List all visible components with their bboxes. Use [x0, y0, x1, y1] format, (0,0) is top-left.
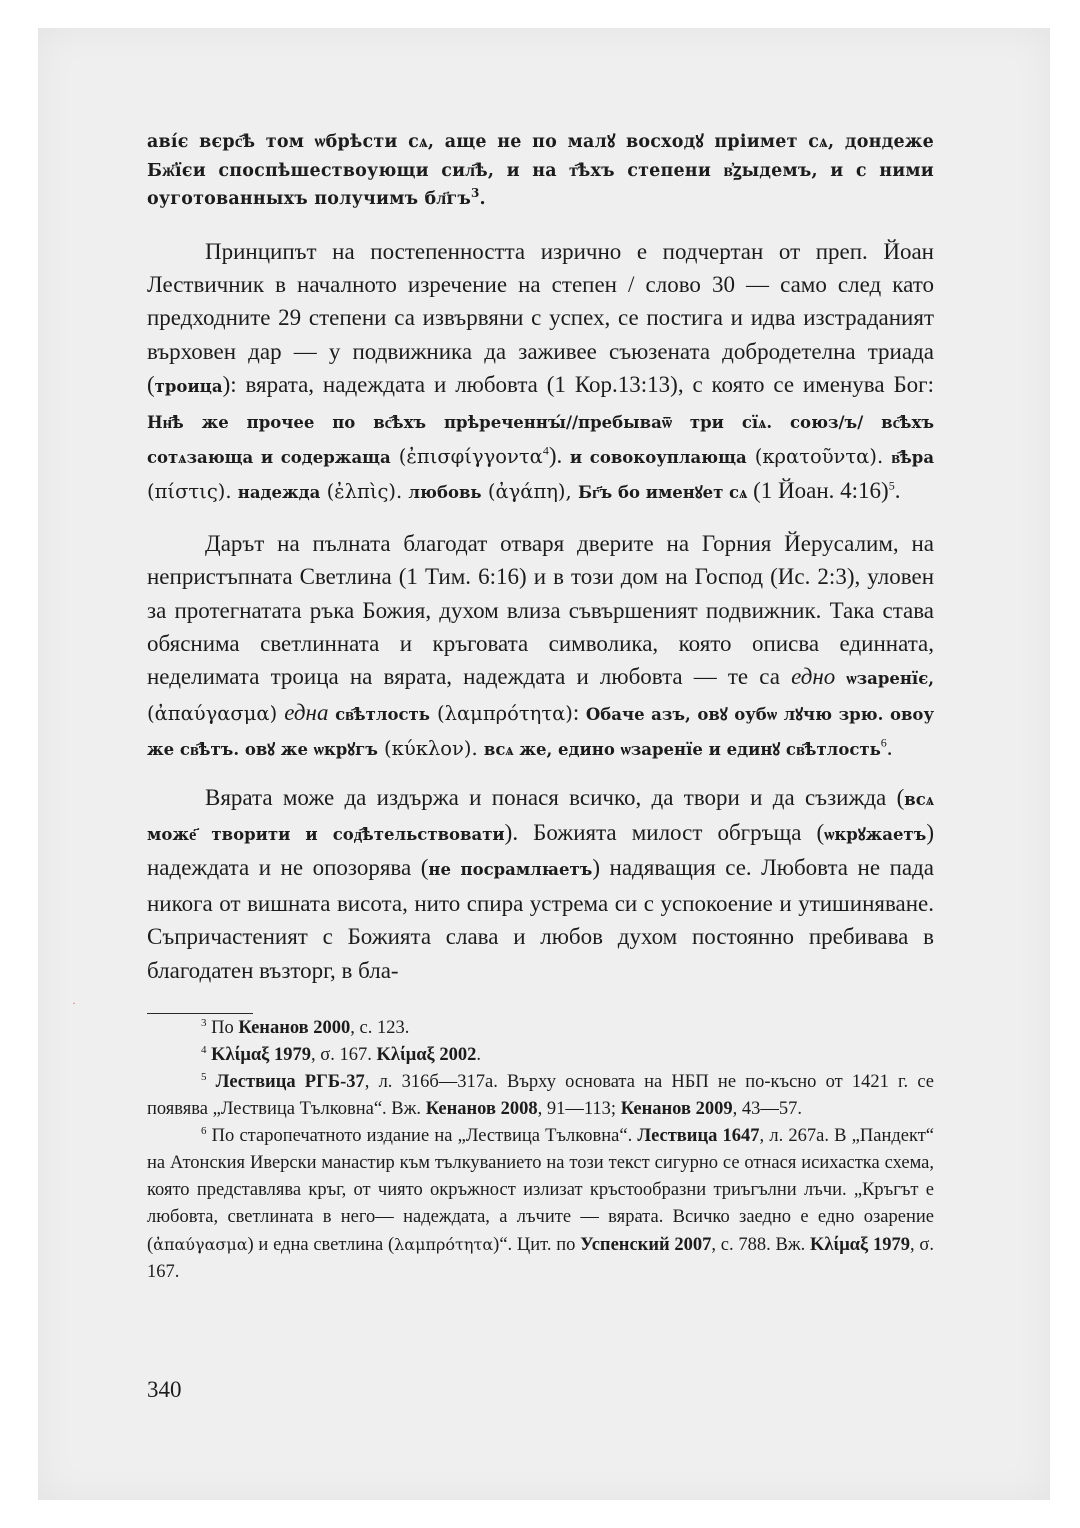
footnote-4: $^4$ Κλίμαξ 1979, σ. 167. Κλίμαξ 2002.	[201, 1043, 482, 1065]
footnote-6: $^6$ По старопечатното издание на „Лествица Тълковна“. Лествица 1647, л. 267а. В „Пандект“ на Атонския Иверски манастир към тълкуванието на този текст сигурно се отнася исихастка схема, която представлява кръг, от чиято окръжност излизат кръстообразни триъгълни лъчи. „Кръгът е любовта, светлината в него— надеждата, а лъчите — вярата. Всичко заедно е едно озарение (ἀπαύγασμα) и една светлина (λαμπρότητα)“. Цит. по Успенский 2007, с. 788. Вж. Κλίμαξ 1979, σ. 167.	[147, 1124, 935, 1282]
church-slavonic-quote: аві́є вєрс҄ѣ том ѡбрѣсти сѧ, аще не по малꙋ восходꙋ пріимет сѧ, дондеже Бж҃їєи споспѣшествоующи сил҄ѣ, и на т҄ѣхъ степени в҆ꙁыдемъ, и с ними оуготованныхъ получимъ $бл҃гъ^3$.	[147, 132, 934, 209]
footnote-ref-6[interactable]: 6	[880, 735, 887, 750]
paragraph-grace-light: Дарът на пълната благодат отваря дверите на Горния Йерусалим, на непристъпната Светлина (1 Тим. 6:16) и в този дом на Господ (Ис. 2:3), уловен за протегнатата ръка Божия, духом влиза съвършеният подвижник. Така става обяснима светлинната и кръговата символика, която описва единната, неделимата троица на вярата, надеждата и любовта — те са едно ѡзаренїє, (ἀπαύγασμα) една св҄ѣтлость (λαμπρότητα): Обаче азъ, овꙋ оубѡ лꙋчю зрю. овоу же св҄ѣтъ. овꙋ же ѡкрꙋгъ (κύκλον). всѧ же, едино ѡзаренїе и единꙋ св҄ѣтлость$^6$.	[147, 530, 935, 761]
main-text	[147, 128, 934, 987]
footnote-ref-4[interactable]: 4	[542, 443, 549, 458]
red-speck-mark: ·	[72, 996, 76, 1010]
footnote-ref-5[interactable]: 5	[888, 478, 895, 493]
footnote-separator	[147, 1013, 253, 1014]
paragraph-faith-love: Вярата може да издържа и понася всичко, да твори и да съзижда (всѧ може҃ творити и сод҄ѣтельствовати). Божията милост обгръща (ѡкрꙋжаетъ) надеждата и не опозорява (не посрамлꙗетъ) надяващия се. Любовта не пада никога от вишната висота, нито спира устрема си с успокоение и утишиняване. Съпричастеният с Божията слава и любов духом постоянно пребивава в благодатен възторг, в бла-	[147, 784, 934, 983]
footnote-3: $^3$ По Кенанов 2000, с. 123.	[201, 1016, 410, 1038]
footnote-5: $^5$ Лествица РГБ-37, л. 316б—317а. Върху основата на НБП не по-късно от 1421 г. се появява „Лествица Тълковна“. Вж. Кенанов 2008, 91—113; Кенанов 2009, 43—57.	[147, 1070, 934, 1119]
page-number: 340	[147, 1377, 182, 1402]
footnote-ref-3[interactable]: 3	[470, 186, 480, 201]
paragraph-gradualness: Принципът на постепенността изрично е подчертан от преп. Йоан Лествичник в началното изречение на степен / слово 30 — само след като предходните 29 степени са извървяни с успех, се постига и идва изстраданият върховен дар — у подвижника да заживее съюзената добродетелна триада (троица): вярата, надеждата и любовта (1 Кор.13:13), с която се именува Бог: Нн҃ѣ же прочее по вс҄ѣхъ прѣреченнꙑ́//пребываѿ три сїѧ. союз/ъ/ вс҄ѣхъ сотѧзающа и содержаща (ἐπισφίγγοντα$^4$). и совокоуплающа (κρατοῦντα). в҄ѣра (πίστις). надежда (ἐλπὶς). любовь (ἀγάπη), Бг҃ъ бо именꙋет сѧ (1 Йоан. 4:16)$^5$.	[147, 238, 935, 504]
footnotes	[147, 1015, 934, 1286]
